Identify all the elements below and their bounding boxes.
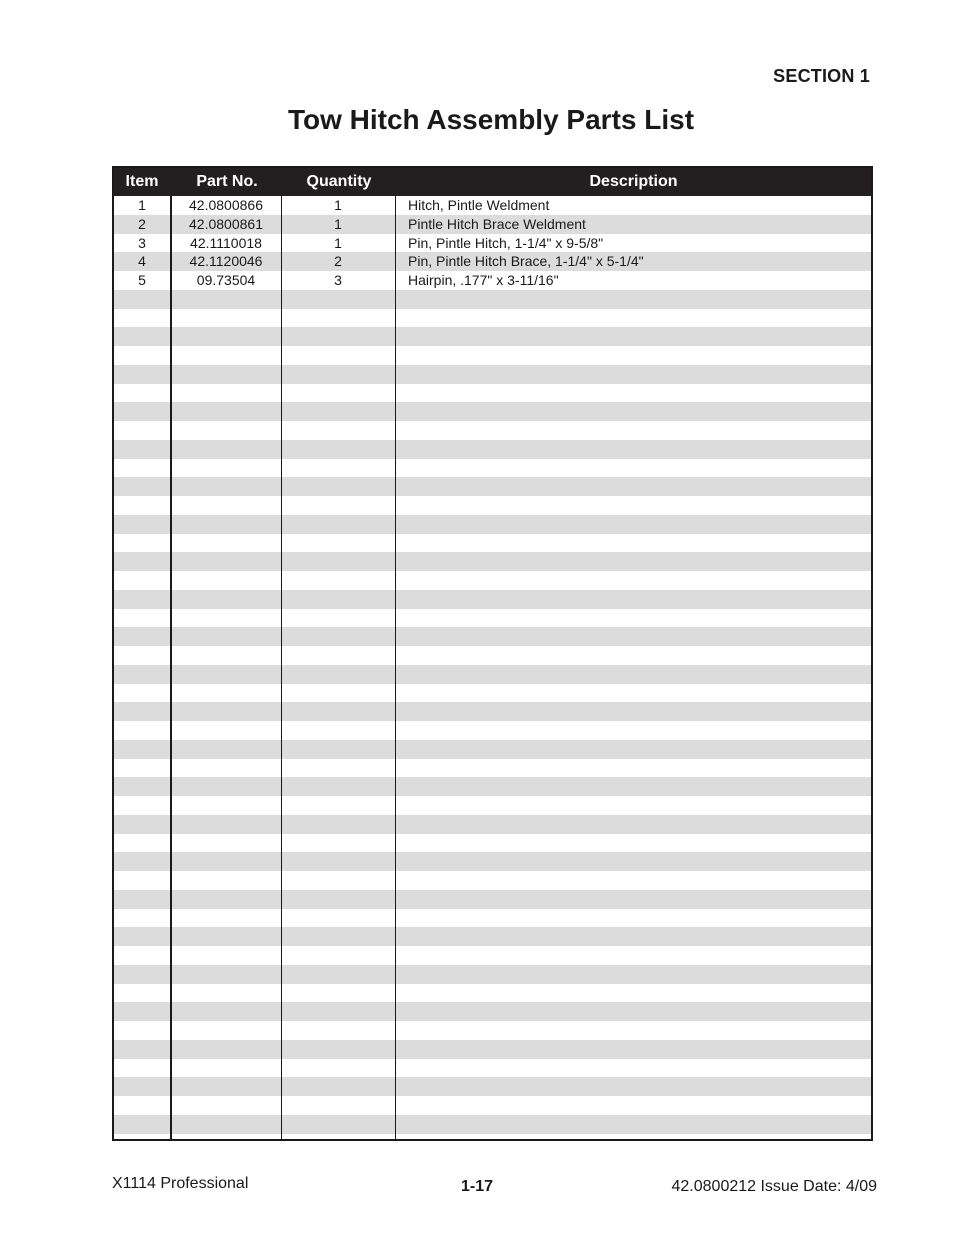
table-row [114, 421, 871, 440]
table-row [114, 1096, 871, 1115]
table-row [114, 646, 871, 665]
table-row [114, 440, 871, 459]
column-header-part-no: Part No. [196, 173, 258, 190]
table-row [114, 740, 871, 759]
table-row [114, 777, 871, 796]
table-row [114, 909, 871, 928]
table-row [114, 702, 871, 721]
table-row [114, 534, 871, 553]
cell-item: 4 [138, 253, 146, 270]
cell-part-no: 09.73504 [196, 272, 256, 288]
column-divider [395, 196, 396, 1139]
table-header [114, 168, 871, 196]
cell-description: Pin, Pintle Hitch Brace, 1-1/4" x 5-1/4" [408, 253, 644, 270]
table-row [114, 721, 871, 740]
table-row [114, 834, 871, 853]
cell-description: Hitch, Pintle Weldment [408, 197, 550, 213]
cell-quantity: 1 [334, 215, 342, 232]
table-row [114, 665, 871, 684]
column-divider [170, 196, 172, 1139]
table-row [114, 1002, 871, 1021]
section-label: SECTION 1 [773, 66, 870, 86]
cell-quantity: 1 [334, 234, 342, 251]
table-row [114, 196, 871, 215]
cell-quantity: 2 [334, 253, 342, 270]
cell-description: Pintle Hitch Brace Weldment [408, 215, 586, 232]
parts-table [112, 166, 873, 1141]
table-row [114, 365, 871, 384]
table-row [114, 590, 871, 609]
footer-model: X1114 Professional [112, 1175, 249, 1192]
cell-item: 3 [138, 234, 146, 251]
cell-item: 2 [138, 215, 146, 232]
table-row [114, 927, 871, 946]
table-row [114, 496, 871, 515]
table-row [114, 252, 871, 271]
footer-doc-issue: 42.0800212 Issue Date: 4/09 [671, 1178, 877, 1195]
table-row [114, 759, 871, 778]
table-row [114, 1040, 871, 1059]
table-row [114, 871, 871, 890]
footer-page-number: 1-17 [460, 1178, 494, 1195]
table-body [114, 196, 871, 1139]
table-row [114, 552, 871, 571]
table-row [114, 309, 871, 328]
table-row [114, 271, 871, 290]
cell-part-no: 42.1110018 [190, 234, 262, 251]
table-row [114, 627, 871, 646]
table-row [114, 852, 871, 871]
table-row [114, 965, 871, 984]
table-row [114, 684, 871, 703]
table-row [114, 477, 871, 496]
column-divider [281, 196, 282, 1139]
table-row [114, 984, 871, 1003]
table-row [114, 327, 871, 346]
cell-quantity: 3 [334, 272, 342, 288]
cell-part-no: 42.1120046 [189, 253, 263, 270]
cell-quantity: 1 [334, 197, 342, 213]
cell-description: Pin, Pintle Hitch, 1-1/4" x 9-5/8" [408, 234, 604, 251]
table-row [114, 1077, 871, 1096]
table-row [114, 1059, 871, 1078]
cell-description: Hairpin, .177" x 3-11/16" [408, 272, 559, 288]
column-header-description: Description [589, 173, 678, 190]
table-row [114, 402, 871, 421]
table-row [114, 609, 871, 628]
table-row [114, 815, 871, 834]
table-row [114, 234, 871, 253]
table-row [114, 215, 871, 234]
table-row [114, 1021, 871, 1040]
table-row [114, 946, 871, 965]
table-row [114, 1115, 871, 1134]
table-row [114, 890, 871, 909]
table-row [114, 384, 871, 403]
column-header-item: Item [125, 173, 159, 190]
cell-part-no: 42.0800866 [189, 197, 263, 213]
table-row [114, 796, 871, 815]
table-row [114, 459, 871, 478]
cell-item: 1 [138, 197, 146, 213]
table-row [114, 290, 871, 309]
table-row [114, 346, 871, 365]
cell-part-no: 42.0800861 [189, 215, 263, 232]
column-header-quantity: Quantity [306, 173, 372, 190]
table-row [114, 571, 871, 590]
cell-item: 5 [138, 272, 146, 288]
page-title: Tow Hitch Assembly Parts List [287, 104, 695, 135]
table-row [114, 515, 871, 534]
